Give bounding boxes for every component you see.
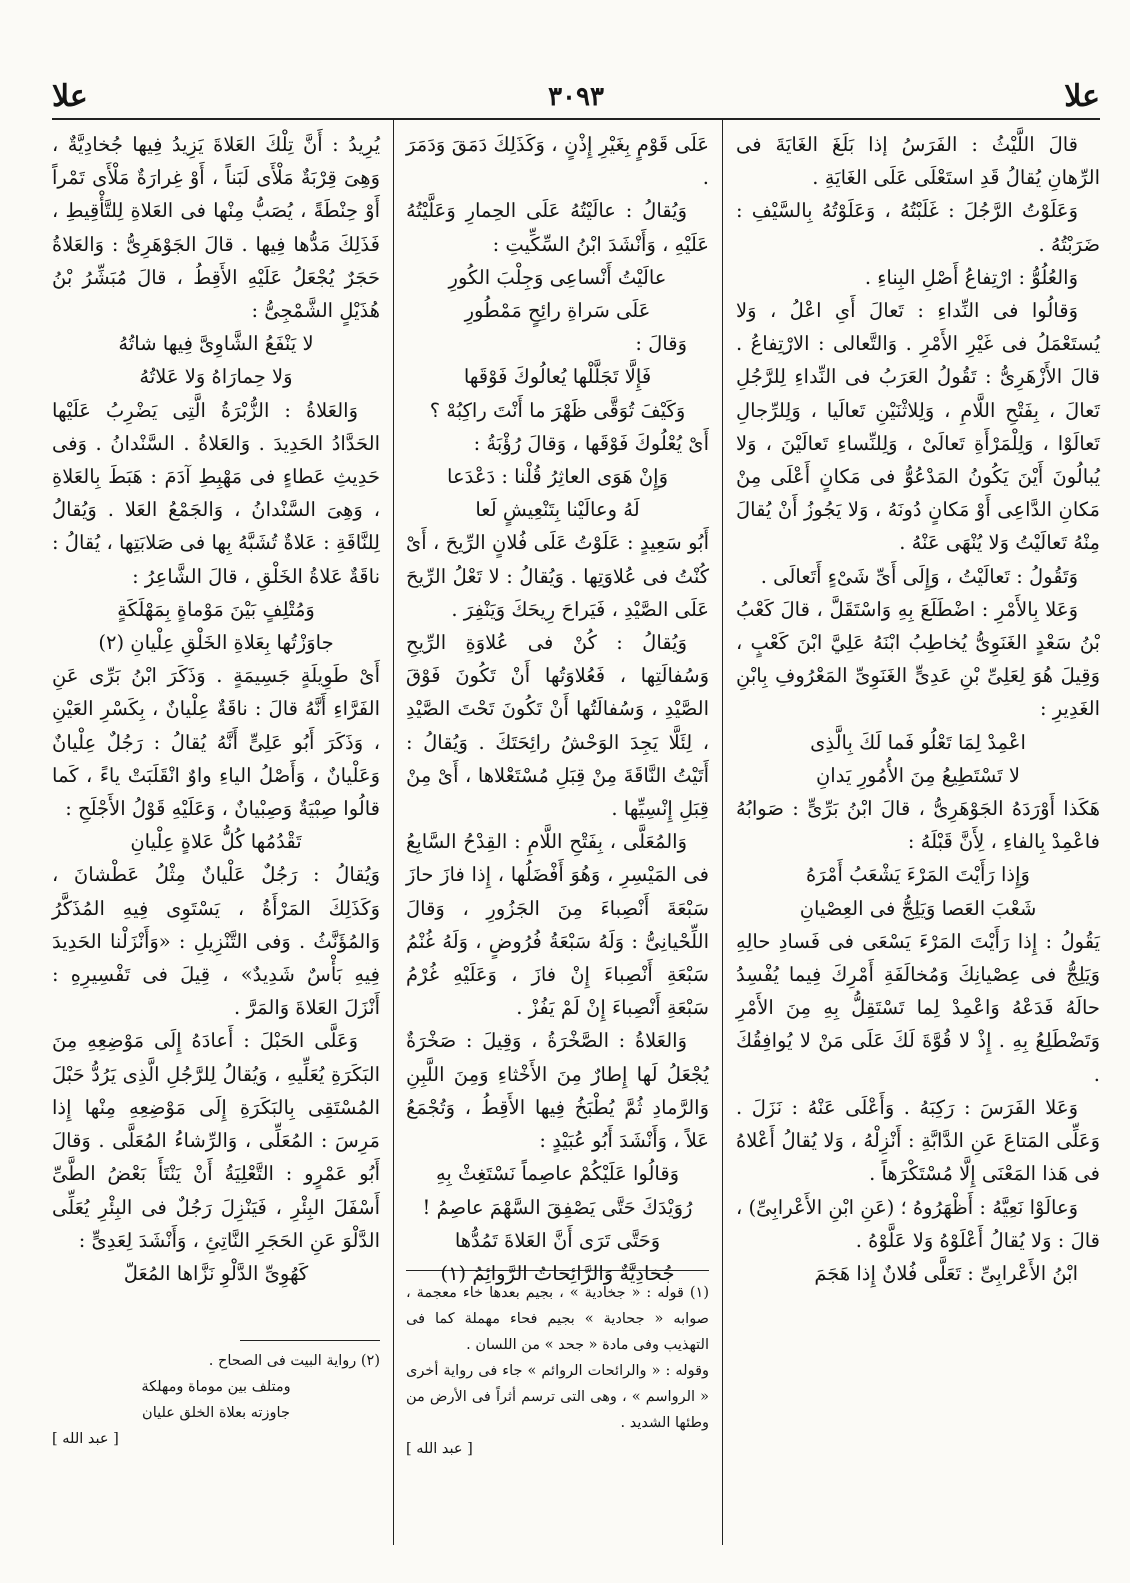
verse-line: لا يَنْفَعُ الشَّاوِىَّ فِيها شاتُهُ [118, 332, 314, 356]
footnote-middle-signature: [ عبد الله ] [406, 1441, 473, 1457]
verse-line: جُخادِيَّةٌ وَالرَّائِحاتُ الرَّوائِمُ (١) [440, 1261, 675, 1285]
footnote-left-3: جاوزته بعلاة الخلق عليان [142, 1405, 290, 1421]
verse-line: شَعْبَ العَصا وَيَلِجُّ فى العِصْيانِ [799, 896, 1037, 920]
verse-line: لا تَسْتَطِيعُ مِنَ الأُمُورِ يَدانِ [815, 763, 1021, 787]
header-rule [52, 118, 1100, 120]
header-left-word: علا [52, 79, 88, 114]
entry-paragraph: عَلَى قَوْمٍ بِغَيْرِ إِذْنٍ ، وَكَذَلِكَ دَمَقَ وَدَمَرَ . [406, 133, 709, 190]
page-number: ٣٠٩٣ [548, 82, 604, 112]
verse-line: عالَيْتُ أَنْساعِى وَجِلْبَ الكُورِ [448, 265, 667, 289]
entry-paragraph: وَالعَلاةُ : الزُّبْرَةُ الَّتِى يَضْرِبُ عَلَيْها الحَدَّادُ الحَدِيدَ . وَالعَلاةُ . السَّنْدانُ . وَفى حَدِيثِ عَطاءٍ فى مَهْبِطِ آدَمَ : هَبَطَ بِالعَلاةِ ، وَهِىَ السَّنْدانُ ، وَالجَمْعُ العَلا . وَيُقالُ لِلنَّاقَةِ : عَلاةٌ تُشَبَّهُ بِها فى صَلابَتِها ، يُقالُ : ناقَةٌ عَلاةُ الخَلْقِ ، قالَ الشَّاعِرُ : [52, 398, 380, 588]
entry-paragraph: وَيُقالُ : كُنْ فى عُلاوَةِ الرِّيحِ وَسُفالَتِها ، فَعُلاوَتُها أَنْ تَكُونَ فَوْقَ الصَّيْدِ ، وَسُفالَتُها أَنْ تَكُونَ تَحْتَ الصَّيْدِ ، لِئَلَّا يَجِدَ الوَحْشُ رائِحَتَكَ . وَيُقالُ : أَتَيْتُ النَّاقَةَ مِنْ قِبَلِ مُسْتَعْلاها ، أَىْ مِنْ قِبَلِ إِنْسِيِّها . [406, 631, 709, 821]
verse-line: اعْمِدْ لِمَا تَعْلُو فَما لَكَ بِالَّذِى [810, 730, 1026, 754]
entry-paragraph: وَقالَ : [635, 332, 687, 356]
entry-paragraph: قالَ اللَّيْثُ : الفَرَسُ إذا بَلَغَ الغَايَةَ فى الرِّهانِ يُقالُ قَدِ استَعْلَى عَلَى الغَايَةِ . [736, 133, 1100, 190]
header-right-word: علا [1064, 79, 1100, 114]
verse-line: تَقْدُمُها كُلُّ عَلاةٍ عِلْيانِ [130, 830, 302, 854]
middle-column [406, 128, 709, 1285]
verse-line: وَإِذا رَأَيْتَ المَرْءَ يَشْعَبُ أَمْرَهُ [806, 863, 1030, 887]
entry-paragraph: وَعَلَّى الحَبْلَ : أَعادَهُ إِلَى مَوْضِعِهِ مِنَ البَكَرَةِ يُعَلِّيهِ ، وَيُقالُ لِلرَّجُلِ الَّذِى يَرُدُّ حَبْلَ المُسْتَقِى بِالبَكَرَةِ إِلَى مَوْضِعِهِ مِنْها إِذا مَرِسَ : المُعَلِّى ، وَالرِّشاءُ المُعَلَّى . وَقالَ أَبُو عَمْرٍو : التَّعْلِيَةُ أَنْ يَنْتَأَ بَعْضُ الطَّىِّ أَسْفَلَ البِئْرِ ، فَيَنْزِلَ رَجُلٌ فى البِئْرِ يُعَلِّى الدَّلْوَ عَنِ الحَجَرِ النَّاتِئِ ، وَأَنْشَدَ لِعَدِىٍّ : [52, 1029, 380, 1252]
footnote-left-2: ومتلف بين موماة ومهلكة [141, 1379, 291, 1395]
entry-paragraph: وَقالُوا فى النِّداءِ : تَعالَ أَىِ اعْلُ ، وَلا يُستَعْمَلُ فى غَيْرِ الأَمْرِ . وَالتَّعالى : الارْتِفاعُ . قالَ الأَزْهَرِىُّ : تَقُولُ العَرَبُ فى النِّداءِ لِلرَّجُلِ تَعالَ ، بِفَتْحِ اللَّامِ ، وَلِلاثْنَيْنِ تَعالَيا ، وَلِلرِّجالِ تَعالَوْا ، وَلِلْمَرْأَةِ تَعالَىْ ، وَلِلنِّساءِ تَعالَيْنَ ، وَلا يُبالُونَ أَيْنَ يَكُونُ المَدْعُوُّ فى مَكانٍ أَعْلَى مِنْ مَكانِ الدَّاعِى أَوْ مَكانٍ دُونَهُ ، وَلا يَجُوزُ أَنْ يُقالَ مِنْهُ تَعالَيْتُ وَلا يُنْهَى عَنْهُ . [736, 299, 1100, 555]
entry-paragraph: وَيُقالُ : عالَيْتُهُ عَلَى الحِمارِ وَعَلَّيْتُهُ عَلَيْهِ ، وَأَنْشَدَ ابْنُ السِّكِّيتِ : [406, 199, 709, 256]
verse-line: وَلا حِمارَاهُ وَلا عَلاتُهُ [139, 365, 293, 389]
entry-paragraph: وَالمُعَلَّى ، بِفَتْحِ اللَّامِ : القِدْحُ السَّابِعُ فى المَيْسِرِ ، وَهُوَ أَفْضَلُها ، إِذا فازَ حازَ سَبْعَةَ أَنْصِباءَ مِنَ الجَزُورِ ، وَقالَ اللِّحْيانِىُّ : وَلَهُ سَبْعَةُ فُرُوضٍ ، وَلَهُ غُنْمُ سَبْعَةِ أَنْصِباءَ إِنْ فازَ ، وَعَلَيْهِ غُرْمُ سَبْعَةِ أَنْصِباءَ إِنْ لَمْ يَفُزْ . [406, 830, 709, 1020]
entry-paragraph: وَعالَوْا نَعِيَّهُ : أَظْهَرُوهُ ؛ (عَنِ ابْنِ الأَعْرابِىِّ) ، قالَ : وَلا يُقالُ أَعْلَوْهُ وَلا عَلَّوْهُ . [736, 1195, 1100, 1252]
entry-paragraph: وَالعَلاةُ : الصَّخْرَةُ ، وَقِيلَ : صَخْرَةٌ يُجْعَلُ لَها إِطارٌ مِنَ الأَخْثاءِ وَمِنَ اللَّبِنِ وَالرَّمادِ ثُمَّ يُطْبَخُ فِيها الأَقِطُ ، وَتُجْمَعُ عَلاً ، وَأَنْشَدَ أَبُو عُبَيْدٍ : [406, 1029, 709, 1153]
footnotes-left [52, 1348, 380, 1468]
footnotes-middle [406, 1280, 709, 1465]
footnote-left-signature: [ عبد الله ] [52, 1431, 119, 1447]
entry-paragraph: وَعَلا الفَرَسَ : رَكِبَهُ . وَأَعْلَى عَنْهُ : نَزَلَ . وَعَلِّى المَتاعَ عَنِ الدَّابَّةِ : أَنْزِلْهُ ، وَلا يُقالُ أَعْلاهُ فى هَذا المَعْنَى إِلَّا مُسْتَكْرَهاً . [736, 1095, 1100, 1186]
footnote-middle-2: وقوله : « والرائحات الروائم » جاء فى رواية أخرى « الرواسم » ، وهى التى ترسم أثراً فى الأرض من وطئها الشديد . [406, 1363, 709, 1431]
entry-paragraph: أَىْ طَوِيلَةٍ جَسِيمَةٍ . وَذَكَرَ ابْنُ بَرِّى عَنِ الفَرَّاءِ أَنَّهُ قالَ : ناقَةٌ عِلْيانٌ ، بِكَسْرِ العَيْنِ ، وَذَكَرَ أَبُو عَلِىٍّ أَنَّهُ يُقالُ : رَجُلٌ عِلْيانٌ وَعَلْيانٌ ، وَأَصْلُ الياءِ واوٌ انْقَلَبَتْ ياءً ، كَما قالُوا صِبْيَةٌ وَصِبْيانٌ ، وَعَلَيْهِ قَوْلُ الأَجْلَحِ : [52, 664, 380, 821]
verse-line: لَهُ وعالَيْنا بِتَنْعِيشٍ لَعا [475, 498, 640, 522]
verse-line: وَمُتْلِفٍ بَيْنَ مَوْماةٍ بِمَهْلَكَةٍ [117, 597, 315, 621]
left-column [52, 128, 380, 1328]
entry-paragraph: يُرِيدُ : أَنَّ تِلْكَ العَلاةَ يَزِيدُ فِيها جُخادِيَّةٌ ، وَهِىَ قِرْبَةٌ مَلْأَى لَبَناً ، أَوْ غِرارَةٌ مَلْأَى تَمْراً أَوْ حِنْطَةً ، يُصَبُّ مِنْها فى العَلاةِ لِلتَّأْقِيطِ ، فَذَلِكَ مَدُّها فِيها . قالَ الجَوْهَرِىُّ : وَالعَلاةُ حَجَرٌ يُجْعَلُ عَلَيْهِ الأَقِطُ ، قالَ مُبَشِّرُ بْنُ هُذَيْلٍ الشَّمْجِىُّ : [52, 133, 380, 323]
column-divider-right [722, 120, 723, 1545]
verse-line: وَكَيْفَ تُوَقَّى ظَهْرَ ما أَنْتَ راكِبُهْ ؟ [429, 398, 686, 422]
verse-line: فَإِلَّا تَجَلَّلْها يُعالُوكَ فَوْقَها [463, 365, 652, 389]
footnote-left-1: (٢) رواية البيت فى الصحاح . [208, 1353, 380, 1369]
entry-paragraph: وَتَقُولُ : تَعالَيْتُ ، وَإِلَى أَىِّ شَىْءٍ أَتَعالَى . [760, 564, 1078, 588]
entry-paragraph: وَيُقالُ : رَجُلٌ عَلْيانٌ مِثْلُ عَطْشانَ ، وَكَذَلِكَ المَرْأَةُ ، يَسْتَوِى فِيهِ المُذَكَّرُ وَالمُؤَنَّثُ . وَفى التَّنْزِيلِ : «وَأَنْزَلْنا الحَدِيدَ فِيهِ بَأْسٌ شَدِيدٌ» ، قِيلَ فى تَفْسِيرِهِ : أَنْزَلَ العَلاةَ وَالمَرَّ . [52, 863, 380, 1020]
footnote-rule-left [240, 1340, 380, 1341]
entry-paragraph: أَبُو سَعِيدٍ : عَلَوْتُ عَلَى فُلانٍ الرِّيحَ ، أَىْ كُنْتُ فى عُلاوَتِها . وَيُقالُ : لا تَعْلُ الرِّيحَ عَلَى الصَّيْدِ ، فَيَراحَ رِيحَكَ وَيَنْفِرَ . [406, 531, 709, 621]
verse-line: وَقالُوا عَلَيْكُمْ عاصِماً نَسْتَغِثْ بِهِ [435, 1162, 680, 1186]
entry-paragraph: يَقُولُ : إِذا رَأَيْتَ المَرْءَ يَسْعَى فى فَسادِ حالِهِ وَيَلِجُّ فى عِصْيانِكَ وَمُخالَفَةِ أَمْرِكَ فِيما يُفْسِدُ حالَهُ فَدَعْهُ وَاعْمِدْ لِما تَسْتَقِلُّ بِهِ مِنَ الأَمْرِ وَتَضْطَلِعُ بِهِ . إِذْ لا قُوَّةَ لَكَ عَلَى مَنْ لا يُوافِقُكَ . [736, 929, 1100, 1086]
entry-paragraph: هَكَذا أَوْرَدَهُ الجَوْهَرِىُّ ، قالَ ابْنُ بَرِّىٍّ : صَوابُهُ فاعْمِدْ بِالفاءِ ، لِأَنَّ قَبْلَهُ : [736, 797, 1100, 854]
entry-paragraph: وَالعُلُوُّ : ارْتِفاعُ أَصْلِ البِناءِ . [864, 265, 1078, 289]
page-header [52, 78, 1100, 116]
verse-line: جاوَزْتُها بِعَلاةِ الخَلْقِ عِلْيانِ (٢) [98, 631, 334, 655]
entry-paragraph: وَعَلَوْتُ الرَّجُلَ : غَلَبْتُهُ ، وَعَلَوْتُهُ بِالسَّيْفِ : ضَرَبْتُهُ . [736, 199, 1100, 256]
entry-paragraph: أَىْ يُعْلُوكَ فَوْقَها ، وَقالَ رُؤْبَةُ : [473, 431, 709, 455]
verse-line: عَلَى سَراةِ رائِحٍ مَمْطُورِ [464, 299, 651, 323]
right-column [736, 128, 1100, 1553]
entry-paragraph: ابْنُ الأَعْرابِىِّ : تَعَلَّى فُلانٌ إِذا هَجَمَ [814, 1261, 1078, 1285]
verse-line: وَحَتَّى تَرَى أَنَّ العَلاةَ تَمُدُّها [454, 1228, 661, 1252]
verse-line: كَهُوِىِّ الدَّلْوِ نَزَّاها المُعَلّ [123, 1261, 309, 1285]
verse-line: وَإِنْ هَوَى العاثِرُ قُلْنا : دَعْدَعا [447, 465, 668, 489]
footnote-middle-1: (١) قوله : « جخادية » ، بجيم بعدها خاء معجمة ، صوابه « جحادية » بجيم فحاء مهملة كما فى التهذيب وفى مادة « جحد » من اللسان . [406, 1285, 709, 1353]
verse-line: رُوَيْدَكَ حَتَّى يَصْفِقَ السَّهْمَ عاصِمُ ! [422, 1195, 693, 1219]
column-divider-left [393, 120, 394, 1545]
entry-paragraph: وَعَلا بِالأَمْرِ : اضْطَلَعَ بِهِ وَاسْتَقَلَّ ، قالَ كَعْبُ بْنُ سَعْدٍ الغَنَوِىُّ يُخاطِبُ ابْنَهُ عَلِيَّ ابْنَ كَعْبٍ ، وَقِيلَ هُوَ لِعَلِىِّ بْنِ عَدِىٍّ الغَنَوِىِّ المَعْرُوفِ بِابْنِ الغَدِيرِ : [736, 597, 1100, 721]
footnote-rule-middle [406, 1270, 709, 1271]
